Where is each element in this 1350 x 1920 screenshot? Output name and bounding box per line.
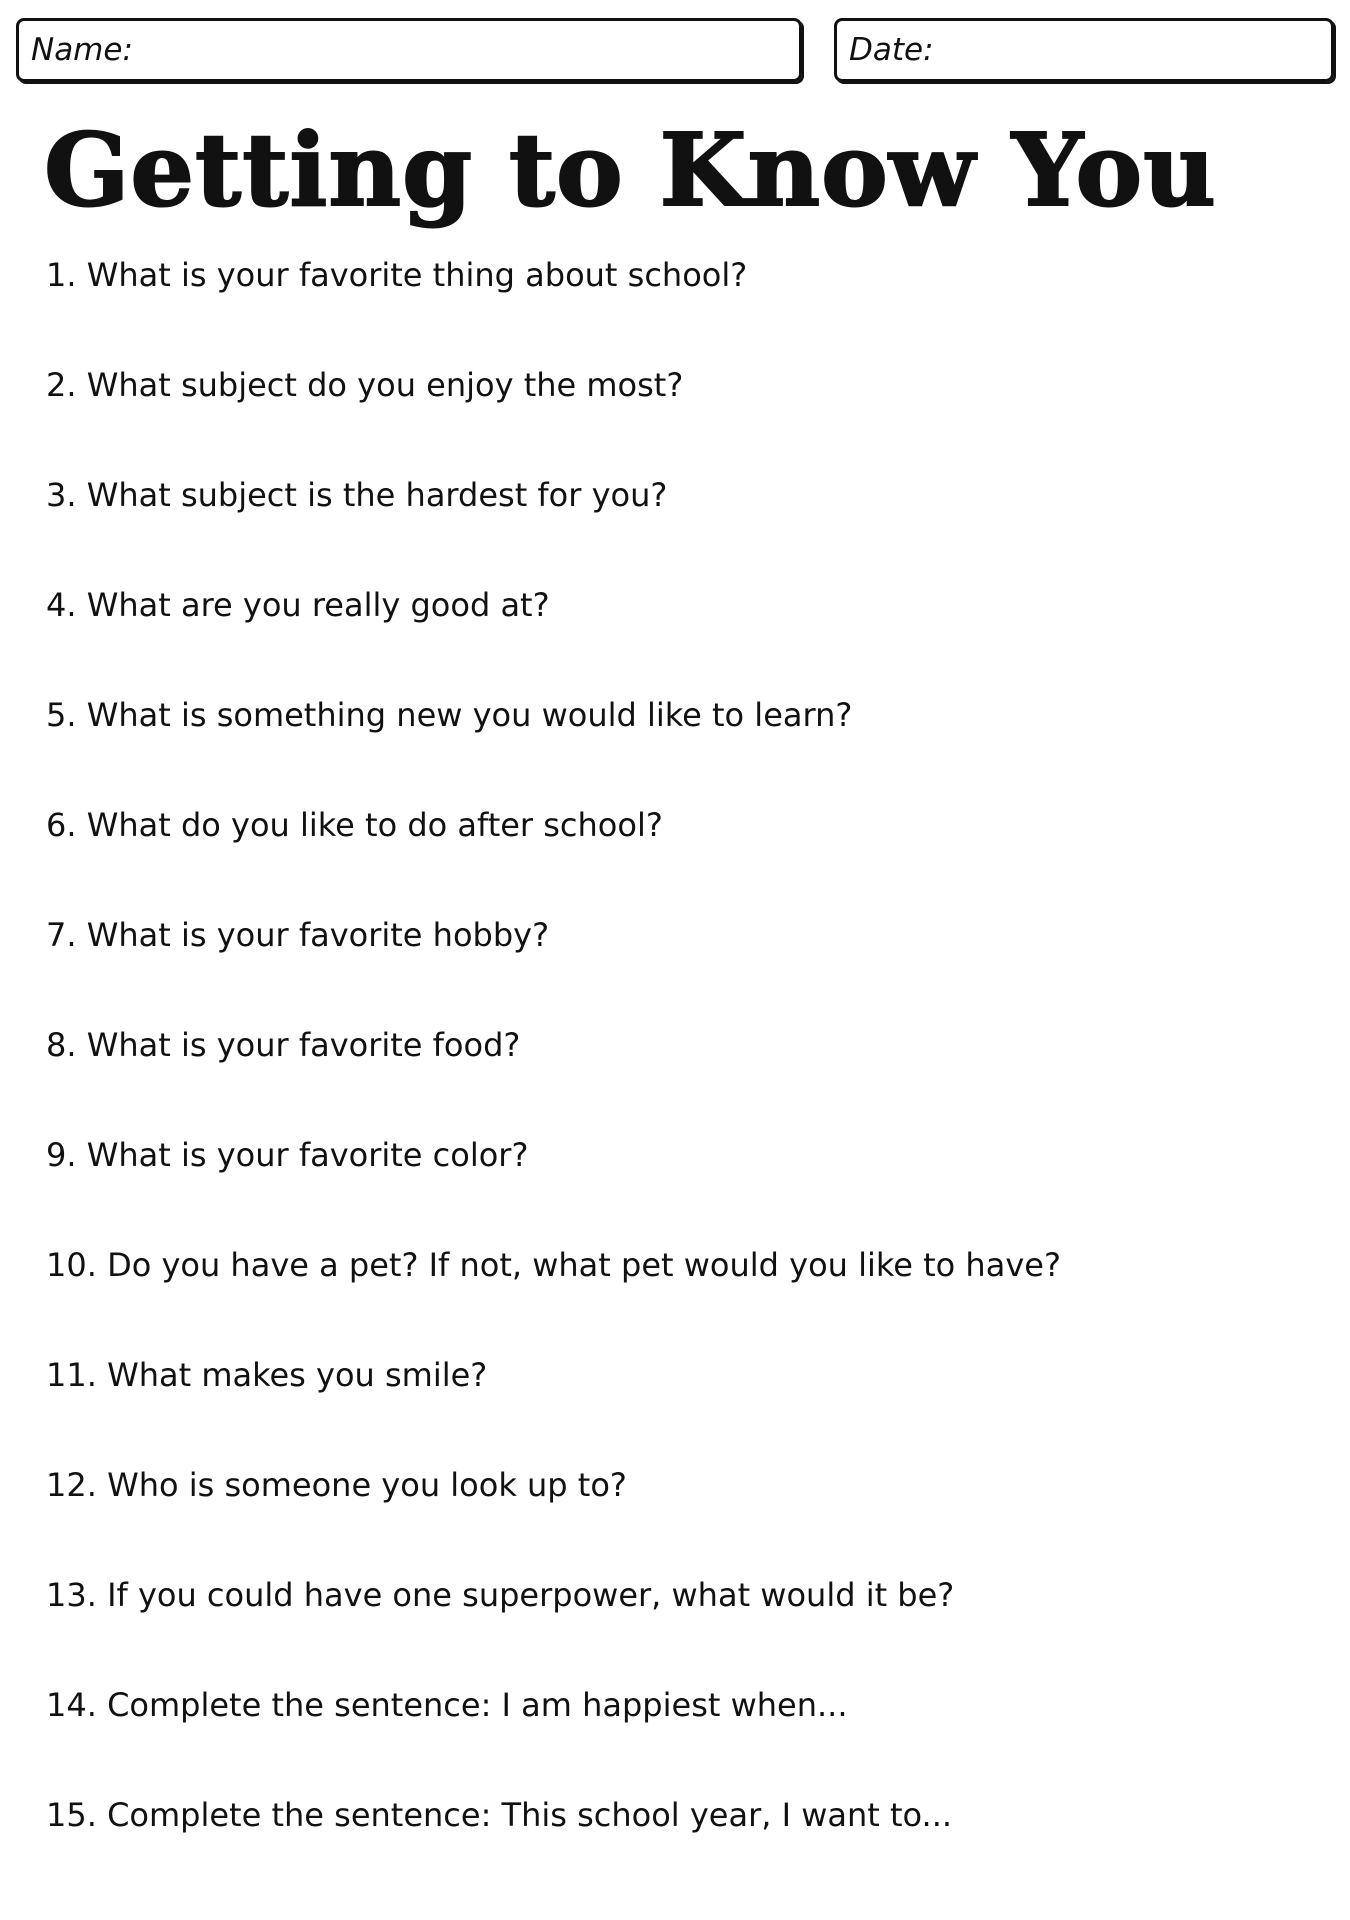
- question-5: 5. What is something new you would like to learn?: [46, 696, 853, 734]
- name-label: Name:: [31, 32, 133, 68]
- question-11: 11. What makes you smile?: [46, 1356, 488, 1394]
- question-4: 4. What are you really good at?: [46, 586, 550, 624]
- question-14: 14. Complete the sentence: I am happiest when...: [46, 1686, 848, 1724]
- question-15: 15. Complete the sentence: This school year, I want to...: [46, 1796, 953, 1834]
- question-7: 7. What is your favorite hobby?: [46, 916, 550, 954]
- question-8: 8. What is your favorite food?: [46, 1026, 521, 1064]
- date-field[interactable]: [834, 18, 1334, 82]
- question-2: 2. What subject do you enjoy the most?: [46, 366, 684, 404]
- question-3: 3. What subject is the hardest for you?: [46, 476, 668, 514]
- question-1: 1. What is your favorite thing about school?: [46, 256, 748, 294]
- date-label: Date:: [849, 32, 934, 68]
- page-title: Getting to Know You: [44, 111, 1217, 229]
- question-6: 6. What do you like to do after school?: [46, 806, 663, 844]
- question-13: 13. If you could have one superpower, what would it be?: [46, 1576, 955, 1614]
- question-10: 10. Do you have a pet? If not, what pet would you like to have?: [46, 1246, 1061, 1284]
- question-12: 12. Who is someone you look up to?: [46, 1466, 627, 1504]
- question-9: 9. What is your favorite color?: [46, 1136, 529, 1174]
- question-list: [46, 248, 1310, 1898]
- name-field[interactable]: [16, 18, 802, 82]
